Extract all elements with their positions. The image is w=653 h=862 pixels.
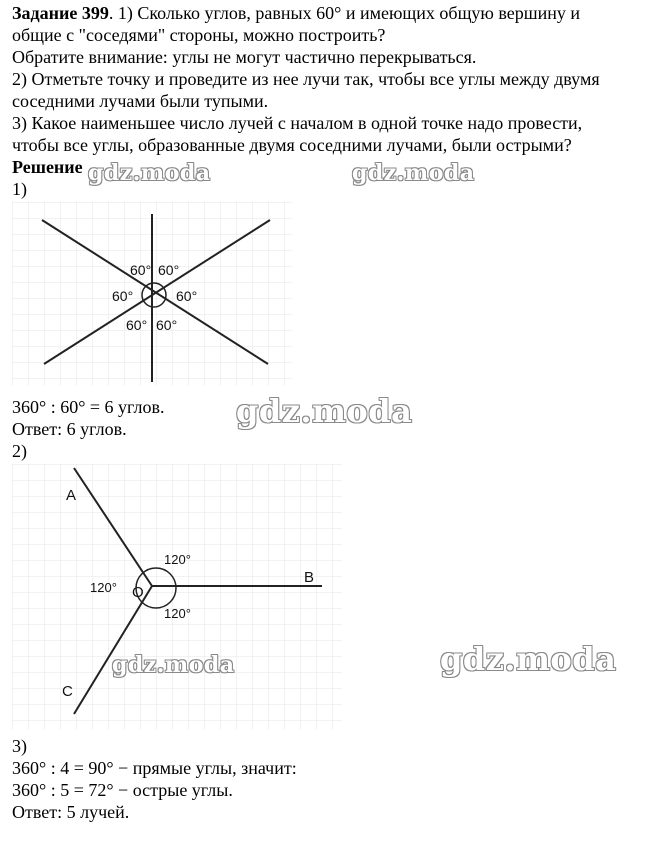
task-question-3: 3) Какое наименьшее число лучей с началом в одной точке надо провести, [12, 113, 583, 133]
task-number: Задание 399 [12, 3, 109, 23]
point-label-a: A [66, 487, 77, 504]
task-question-1: . 1) Сколько углов, равных 60° и имеющих общую вершину и [108, 3, 581, 23]
part3-label: 3) [12, 736, 27, 756]
part1-label: 1) [12, 179, 27, 199]
watermark-3: gdz.moda [236, 392, 413, 430]
watermark-1: gdz.moda [88, 160, 211, 186]
angle-label-top-left: 60° [130, 262, 152, 278]
part1-answer: Ответ: 6 углов. [12, 419, 127, 439]
task-line-2: общие с "соседями" стороны, можно построить? [12, 25, 386, 45]
point-label-o: O [132, 584, 144, 601]
task-question-2: 2) Отметьте точку и проведите из нее лучи так, чтобы все углы между двумя [12, 69, 600, 89]
figure-six-angles [12, 202, 292, 386]
part3-line-1: 360° : 4 = 90° − прямые углы, значит: [12, 758, 297, 778]
part2-label: 2) [12, 441, 27, 461]
angle-label-aob: 120° [164, 552, 191, 567]
figure-three-angles [12, 464, 342, 730]
part1-calculation: 360° : 60° = 6 углов. [12, 397, 165, 417]
angle-label-right: 60° [176, 288, 198, 304]
watermark-5: gdz.moda [440, 640, 617, 678]
angle-label-boc: 120° [164, 606, 191, 621]
point-label-b: B [304, 569, 315, 586]
task-title-line [12, 2, 580, 24]
part3-answer: Ответ: 5 лучей. [12, 802, 130, 822]
angle-label-aoc: 120° [90, 580, 117, 595]
task-question-3-cont: чтобы все углы, образованные двумя соседними лучами, были острыми? [12, 135, 572, 155]
watermark-4: gdz.moda [112, 652, 235, 678]
angle-label-bottom-left: 60° [126, 317, 148, 333]
point-label-c: C [62, 683, 73, 700]
angle-label-top-right: 60° [158, 262, 180, 278]
angle-label-bottom-right: 60° [156, 317, 178, 333]
watermark-2: gdz.moda [352, 160, 475, 186]
task-question-2-cont: соседними лучами были тупыми. [12, 91, 269, 111]
task-note: Обратите внимание: углы не могут частично перекрываться. [12, 47, 477, 67]
solution-heading: Решение [12, 157, 83, 177]
angle-label-left: 60° [112, 288, 134, 304]
part3-line-2: 360° : 5 = 72° − острые углы. [12, 780, 233, 800]
